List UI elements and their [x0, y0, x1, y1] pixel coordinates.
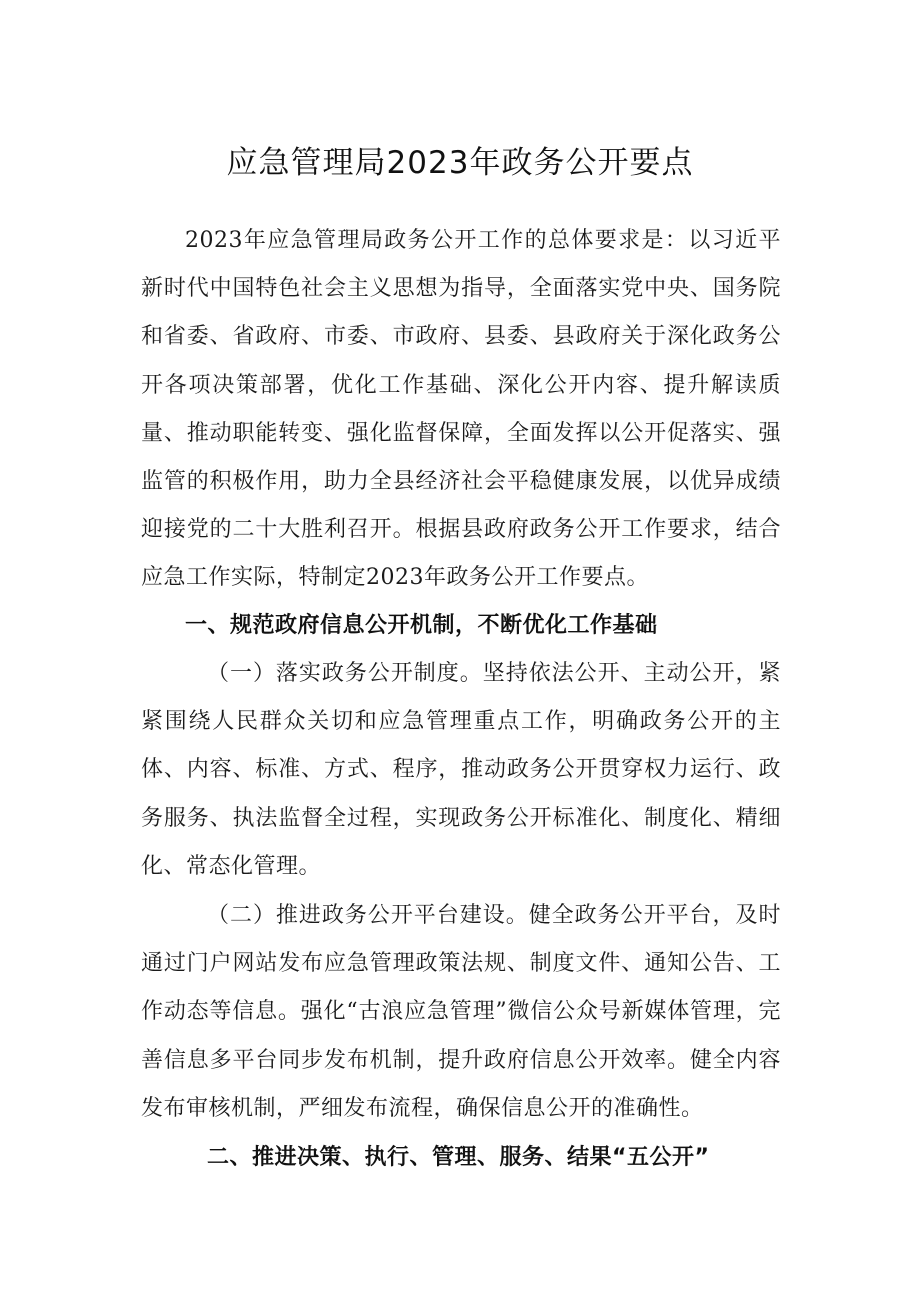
- section-1-item-2-paragraph: （二）推进政务公开平台建设。健全政务公开平台，及时通过门户网站发布应急管理政策法规、制度文件、通知公告、工作动态等信息。强化“古浪应急管理”微信公众号新媒体管理，完善信息多平台同步发布机制，提升政府信息公开效率。健全内容发布审核机制，严细发布流程，确保信息公开的准确性。: [141, 903, 781, 1121]
- document-title: 应急管理局2023年政务公开要点: [226, 145, 694, 181]
- section-1-item-1-paragraph: （一）落实政务公开制度。坚持依法公开、主动公开，紧紧围绕人民群众关切和应急管理重点工作，明确政务公开的主体、内容、标准、方式、程序，推动政务公开贯穿权力运行、政务服务、执法监督全过程，实现政务公开标准化、制度化、精细化、常态化管理。: [141, 661, 781, 879]
- section-heading-2: 二、推进决策、执行、管理、服务、结果“五公开”: [207, 1145, 710, 1170]
- intro-paragraph: 2023年应急管理局政务公开工作的总体要求是：以习近平新时代中国特色社会主义思想为指导，全面落实党中央、国务院和省委、省政府、市委、市政府、县委、县政府关于深化政务公开各项决策部署，优化工作基础、深化公开内容、提升解读质量、推动职能转变、强化监督保障，全面发挥以公开促落实、强监管的积极作用，助力全县经济社会平稳健康发展，以优异成绩迎接党的二十大胜利召开。根据县政府政务公开工作要求，结合应急工作实际，特制定2023年政务公开工作要点。: [141, 228, 781, 591]
- section-heading-1: 一、规范政府信息公开机制，不断优化工作基础: [185, 613, 658, 638]
